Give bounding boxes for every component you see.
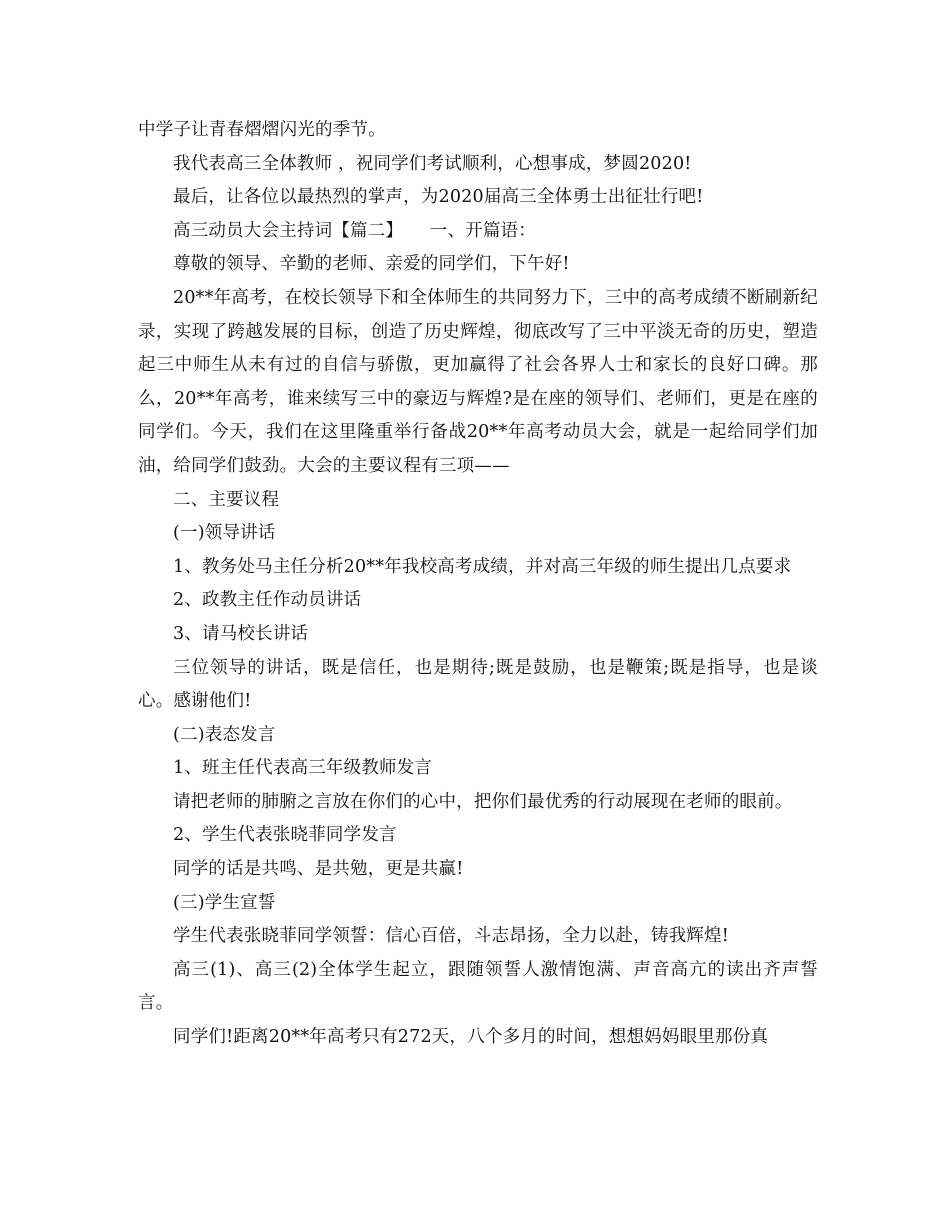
paragraph-student-words: 同学的话是共鸣、是共勉，更是共赢! — [173, 859, 464, 880]
paragraph-intro: 20**年高考，在校长领导下和全体师生的共同努力下，三中的高考成绩不断刷新纪录，实现了跨越发展的目标，创造了历史辉煌，彻底改写了三中平淡无奇的历史，塑造起三中师生从未有过的自信与骄傲，更加赢得了社会各界人士和家长的良好口碑。那么，20**年高考，谁来续写三中的豪迈与辉煌?是在座的领导们、老师们，更是在座的同学们。今天，我们在这里隆重举行备战20**年高考动员大会，就是一起给同学们加油，给同学们鼓劲。大会的主要议程有三项—— — [138, 287, 818, 476]
section-heading: 高三动员大会主持词【篇二】 一、开篇语： — [173, 220, 536, 241]
agenda-item-1-3: 3、请马校长讲话 — [173, 623, 309, 644]
paragraph-3: 最后，让各位以最热烈的掌声，为2020届高三全体勇士出征壮行吧! — [173, 187, 704, 208]
paragraph-oath: 高三(1)、高三(2)全体学生起立，跟随领誓人激情饱满、声音高亢的读出齐声誓言。 — [138, 959, 818, 1014]
agenda-item-1-2: 2、政教主任作动员讲话 — [173, 590, 362, 611]
paragraph-greeting: 尊敬的领导、辛勤的老师、亲爱的同学们，下午好! — [173, 254, 570, 275]
paragraph-thanks: 三位领导的讲话，既是信任，也是期待;既是鼓励，也是鞭策;既是指导，也是谈心。感谢他们! — [138, 657, 818, 712]
agenda-item-2-2: 2、学生代表张晓菲同学发言 — [173, 825, 397, 846]
paragraph-teacher-words: 请把老师的肺腑之言放在你们的心中，把你们最优秀的行动展现在老师的眼前。 — [173, 791, 793, 812]
agenda-item-1-heading: (一)领导讲话 — [173, 523, 276, 544]
agenda-item-2-heading: (二)表态发言 — [173, 724, 276, 745]
agenda-item-2-1: 1、班主任代表高三年级教师发言 — [173, 758, 433, 779]
paragraph-1: 中学子让青春熠熠闪光的季节。 — [138, 120, 386, 140]
paragraph-countdown: 同学们!距离20**年高考只有272天，八个多月的时间，想想妈妈眼里那份真 — [173, 1027, 769, 1048]
document-body — [138, 114, 818, 1055]
paragraph-oath-lead: 学生代表张晓菲同学领誓：信心百倍，斗志昂扬，全力以赴，铸我辉煌! — [173, 926, 729, 947]
agenda-item-1-1: 1、教务处马主任分析20**年我校高考成绩，并对高三年级的师生提出几点要求 — [173, 556, 792, 577]
paragraph-2: 我代表高三全体教师 ，祝同学们考试顺利，心想事成，梦圆2020! — [173, 153, 692, 174]
agenda-heading: 二、主要议程 — [173, 489, 280, 510]
agenda-item-3-heading: (三)学生宣誓 — [173, 892, 276, 913]
